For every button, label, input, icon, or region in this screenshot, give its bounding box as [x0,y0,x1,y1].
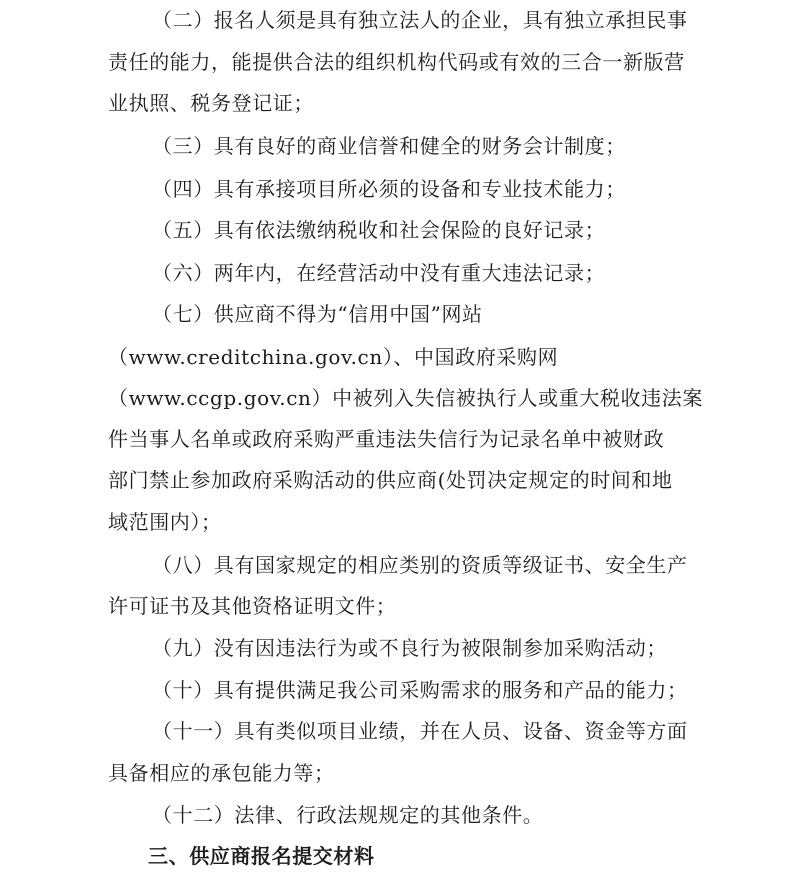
paragraph-line: 具备相应的承包能力等； [108,761,335,785]
paragraph-line: （九）没有因违法行为或不良行为被限制参加采购活动； [152,636,667,660]
paragraph-line: 件当事人名单或政府采购严重违法失信行为记录名单中被财政 [108,427,665,451]
paragraph-line: 部门禁止参加政府采购活动的供应商(处罚决定规定的时间和地 [108,468,673,492]
paragraph-line: 业执照、税务登记证； [108,91,314,115]
paragraph-line: （七）供应商不得为“信用中国”网站 [152,302,483,326]
section-heading: 三、供应商报名提交材料 [148,844,375,868]
paragraph-line: （二）报名人须是具有独立法人的企业，具有独立承担民事 [152,8,688,32]
paragraph-line: （www.ccgp.gov.cn）中被列入失信被执行人或重大税收违法案 [108,386,703,410]
paragraph-line: （六）两年内，在经营活动中没有重大违法记录； [152,261,606,285]
paragraph-line: （五）具有依法缴纳税收和社会保险的良好记录； [152,218,606,242]
paragraph-line: （四）具有承接项目所必须的设备和专业技术能力； [152,177,626,201]
paragraph-line: （三）具有良好的商业信誉和健全的财务会计制度； [152,134,626,158]
paragraph-line: 责任的能力，能提供合法的组织机构代码或有效的三合一新版营 [108,50,685,74]
paragraph-line: 许可证书及其他资格证明文件； [108,594,397,618]
paragraph-line: （八）具有国家规定的相应类别的资质等级证书、安全生产 [152,553,688,577]
paragraph-line: 域范围内）； [108,510,222,534]
paragraph-line: （十一）具有类似项目业绩，并在人员、设备、资金等方面 [152,719,688,743]
paragraph-line: （十）具有提供满足我公司采购需求的服务和产品的能力； [152,678,688,702]
paragraph-line: （www.creditchina.gov.cn）、中国政府采购网 [108,345,559,369]
paragraph-line: （十二）法律、行政法规规定的其他条件。 [152,803,544,827]
